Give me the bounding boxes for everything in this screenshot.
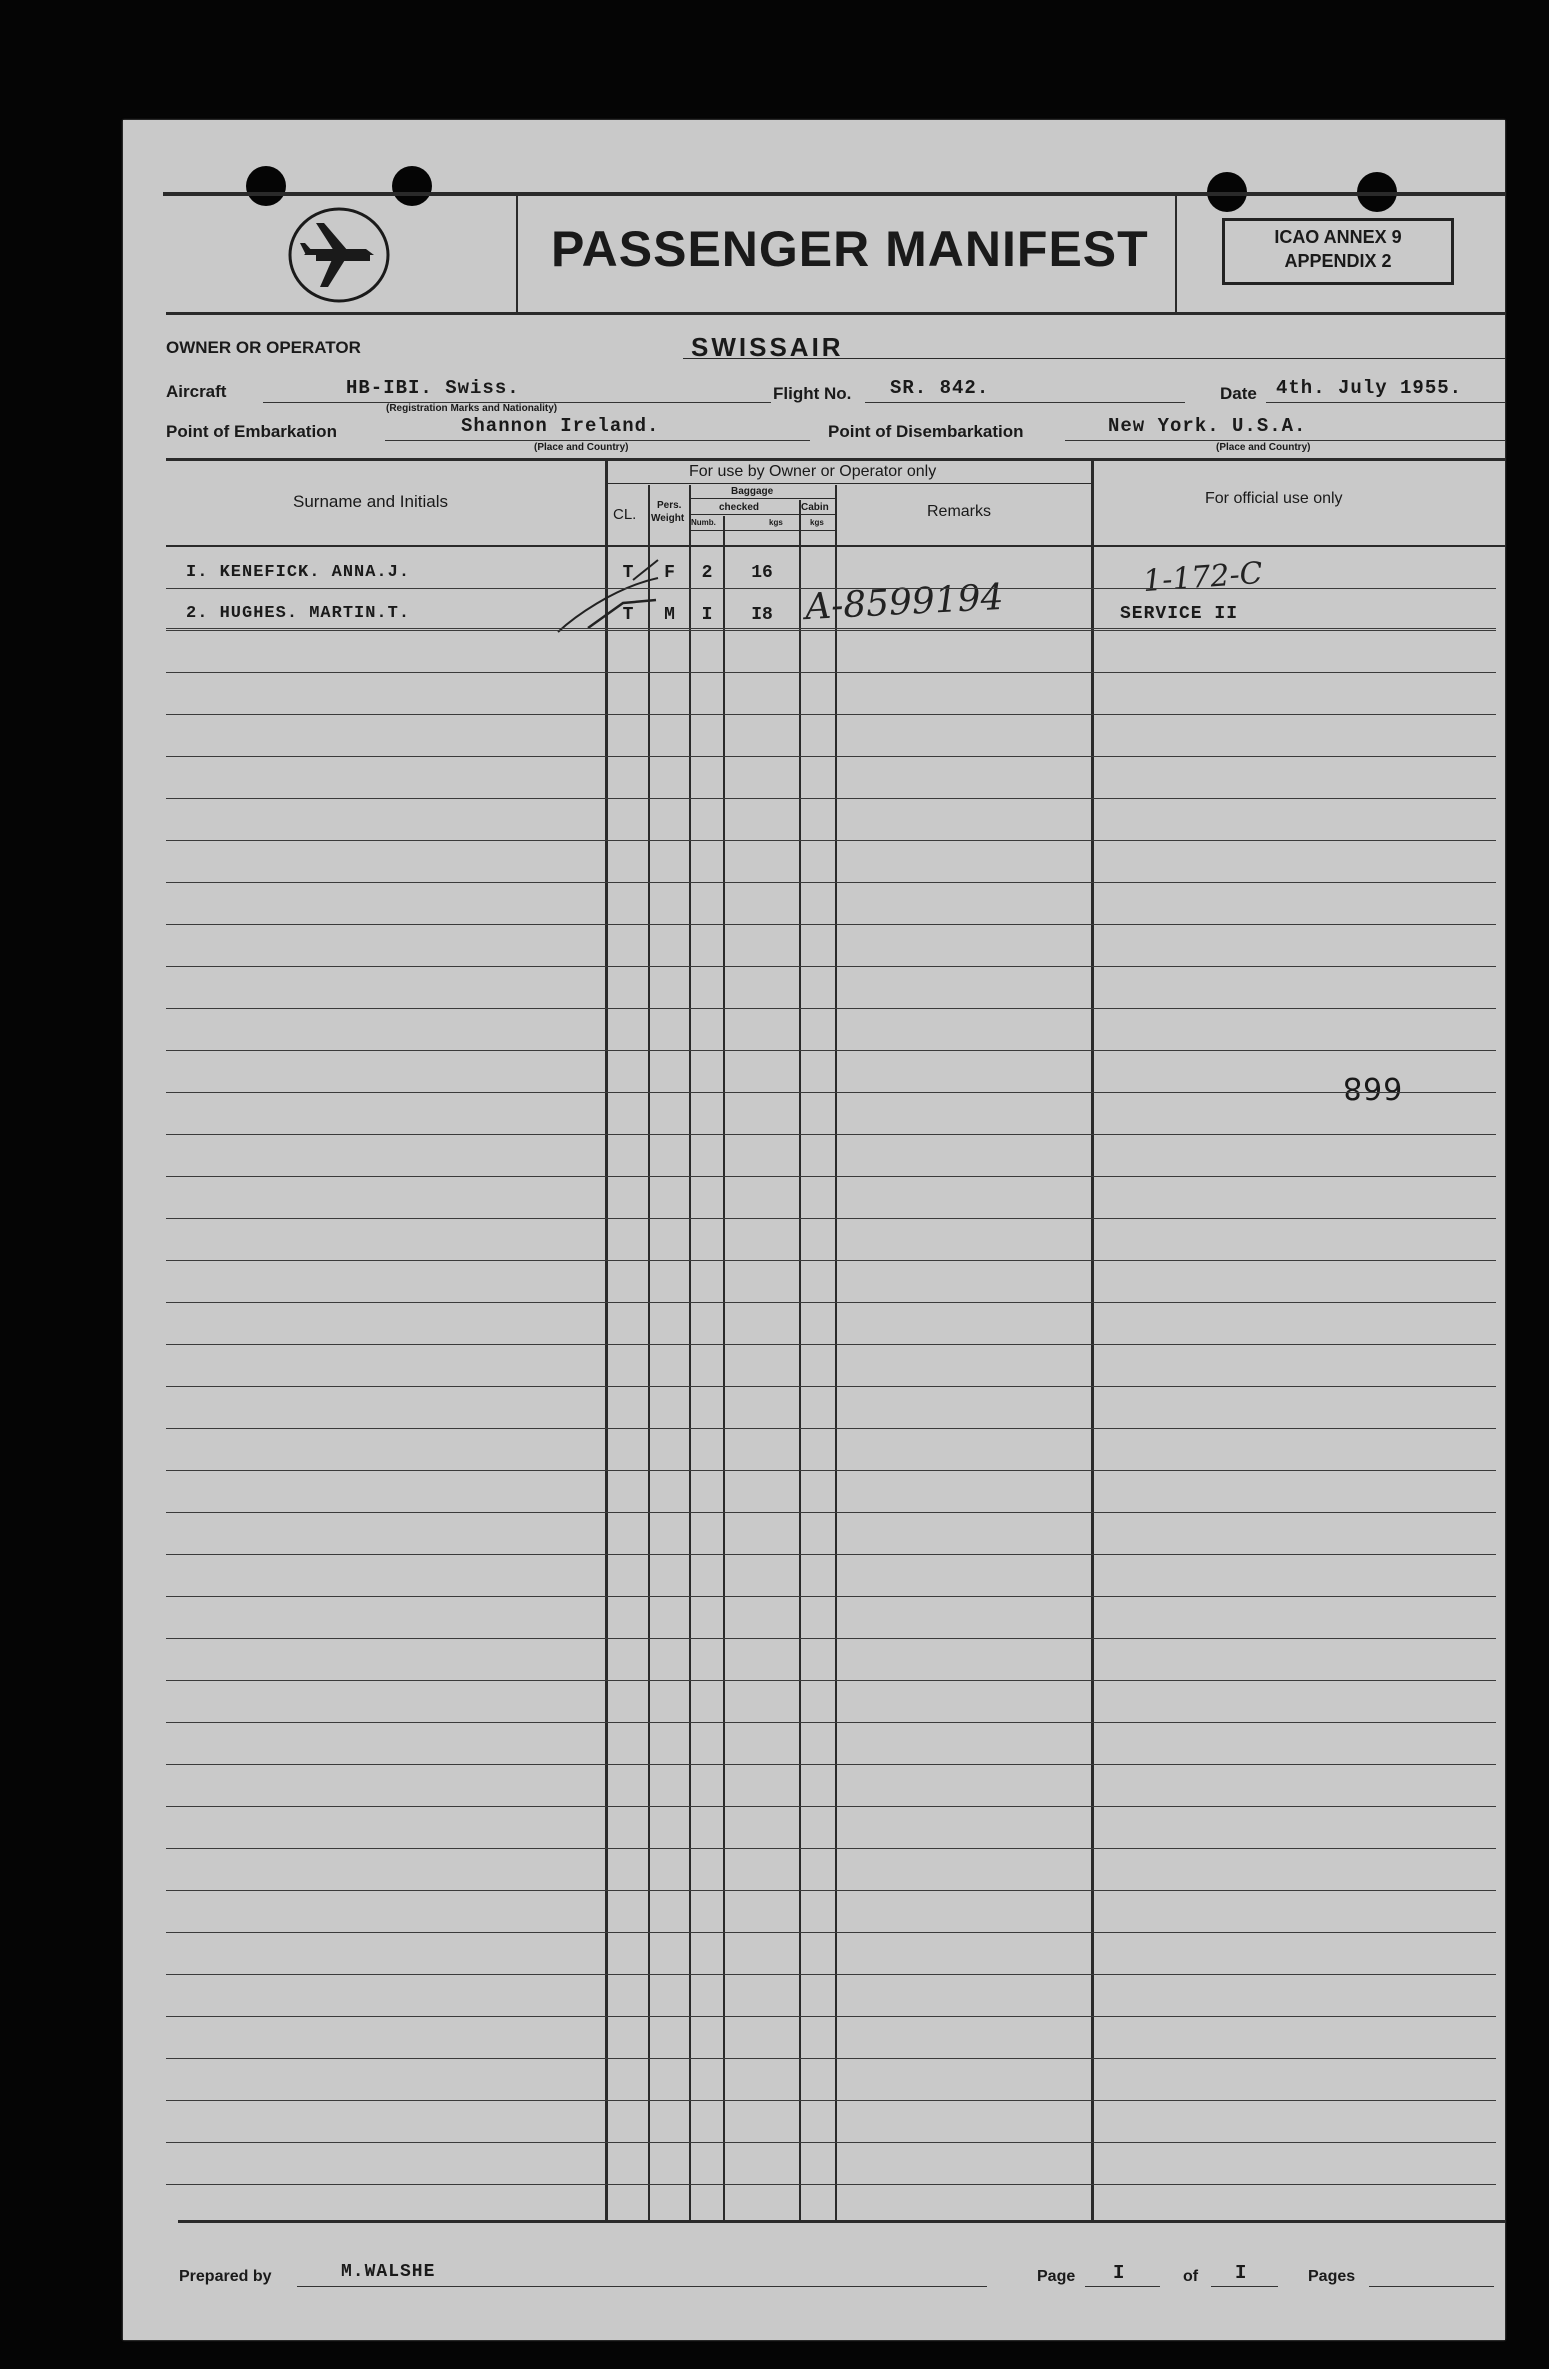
header-divider bbox=[516, 194, 518, 312]
baggage-count: 2 bbox=[701, 563, 713, 583]
table-row-line bbox=[166, 924, 1496, 925]
place-note-2: (Place and Country) bbox=[1216, 442, 1311, 453]
flight-value: SR. 842. bbox=[890, 377, 990, 399]
numb-header: Numb. bbox=[691, 518, 716, 527]
checked-header: checked bbox=[719, 502, 760, 513]
passenger-remarks: A-8599194 bbox=[804, 576, 1005, 629]
icao-appendix-text: APPENDIX 2 bbox=[1284, 251, 1392, 271]
page-title: PASSENGER MANIFEST bbox=[551, 221, 1149, 277]
table-row-line bbox=[166, 1092, 1496, 1093]
table-row-line bbox=[166, 1974, 1496, 1975]
table-row-line bbox=[166, 1596, 1496, 1597]
table-row-line bbox=[166, 966, 1496, 967]
punch-hole bbox=[246, 166, 286, 206]
baggage-kgs: I8 bbox=[751, 605, 773, 625]
passenger-weight: M bbox=[664, 605, 675, 625]
col-divider-weight bbox=[689, 485, 691, 2220]
stamp-number: 668 bbox=[1342, 1070, 1403, 1105]
table-row-line bbox=[166, 2100, 1496, 2101]
table-row-line bbox=[166, 1848, 1496, 1849]
header-row-rule bbox=[166, 545, 1505, 547]
table-row-line bbox=[166, 756, 1496, 757]
passenger-weight: F bbox=[664, 563, 675, 583]
passenger-name: I. KENEFICK. ANNA.J. bbox=[186, 563, 411, 582]
embarkation-label: Point of Embarkation bbox=[166, 422, 337, 441]
table-row-line bbox=[166, 840, 1496, 841]
header-bottom-rule bbox=[166, 312, 1505, 315]
table-row-line bbox=[166, 1932, 1496, 1933]
table-row-line bbox=[166, 1050, 1496, 1051]
passenger-class: T bbox=[622, 605, 634, 625]
table-row-line bbox=[166, 2058, 1496, 2059]
manifest-sheet bbox=[123, 120, 1505, 2340]
table-row-line bbox=[166, 1134, 1496, 1135]
owner-value: SWISSAIR bbox=[691, 332, 844, 362]
table-row-line bbox=[166, 1680, 1496, 1681]
check-mark-icon bbox=[553, 548, 693, 638]
remarks-header: Remarks bbox=[927, 503, 992, 520]
table-row-line bbox=[166, 1722, 1496, 1723]
official-handwritten-note: 1-172-C bbox=[1141, 555, 1264, 600]
table-row-line bbox=[166, 798, 1496, 799]
table-row-line bbox=[166, 2016, 1496, 2017]
table-row-line bbox=[166, 630, 1496, 631]
total-pages: I bbox=[1235, 2262, 1248, 2284]
flight-label: Flight No. bbox=[773, 384, 852, 403]
registration-note: (Registration Marks and Nationality) bbox=[386, 403, 558, 414]
table-row-line bbox=[166, 2184, 1496, 2185]
icao-annex-text: ICAO ANNEX 9 bbox=[1274, 227, 1402, 247]
checked-rule bbox=[689, 514, 835, 515]
passenger-class: T bbox=[622, 563, 634, 583]
cl-header: CL. bbox=[613, 506, 637, 523]
prepared-by-label: Prepared by bbox=[179, 2268, 272, 2285]
table-row-line bbox=[166, 1428, 1496, 1429]
owner-use-header: For use by Owner or Operator only bbox=[689, 463, 937, 480]
disembarkation-label: Point of Disembarkation bbox=[828, 422, 1024, 441]
kgs-header: kgs bbox=[769, 518, 783, 527]
table-row-line bbox=[166, 1638, 1496, 1639]
col-divider-numb bbox=[723, 516, 725, 2220]
pages-label: Pages bbox=[1308, 2268, 1356, 2285]
table-row-line bbox=[166, 1218, 1496, 1219]
table-row-line bbox=[166, 1260, 1496, 1261]
table-row-line bbox=[166, 1386, 1496, 1387]
baggage-count: I bbox=[701, 605, 713, 625]
place-note: (Place and Country) bbox=[534, 442, 629, 453]
pages-trailing-field bbox=[1369, 2266, 1494, 2287]
col-divider-cabin bbox=[835, 485, 837, 2220]
baggage-header: Baggage bbox=[731, 486, 774, 497]
punch-hole bbox=[392, 166, 432, 206]
table-row-line bbox=[166, 1512, 1496, 1513]
table-row-line bbox=[166, 1554, 1496, 1555]
passenger-name: 2. HUGHES. MARTIN.T. bbox=[186, 604, 411, 623]
table-row-line bbox=[166, 1470, 1496, 1471]
col-divider-name bbox=[605, 460, 608, 2220]
cabin-header: Cabin bbox=[801, 502, 829, 513]
airplane-logo-icon bbox=[286, 205, 392, 305]
table-row-line bbox=[166, 1344, 1496, 1345]
table-row-line bbox=[166, 2142, 1496, 2143]
col-divider-kgs bbox=[799, 500, 801, 2220]
date-value: 4th. July 1955. bbox=[1276, 377, 1463, 399]
surname-header: Surname and Initials bbox=[293, 492, 448, 511]
col-divider-cl bbox=[648, 485, 650, 2220]
pers-header: Pers. bbox=[657, 500, 682, 511]
table-row-line bbox=[166, 1008, 1496, 1009]
table-row-line bbox=[166, 628, 1496, 629]
table-row-line bbox=[166, 672, 1496, 673]
official-use-value: SERVICE II bbox=[1120, 604, 1239, 624]
of-label: of bbox=[1183, 2268, 1199, 2285]
baggage-rule bbox=[689, 498, 835, 499]
owner-rule bbox=[683, 358, 1505, 359]
col-divider-remarks bbox=[1091, 460, 1094, 2220]
owner-label: OWNER OR OPERATOR bbox=[166, 338, 361, 357]
embarkation-value: Shannon Ireland. bbox=[461, 415, 660, 437]
weight-header: Weight bbox=[651, 513, 685, 524]
table-bottom-rule bbox=[178, 2220, 1505, 2223]
table-row-line bbox=[166, 1890, 1496, 1891]
cabin-kgs-header: kgs bbox=[810, 518, 824, 527]
date-label: Date bbox=[1220, 384, 1257, 403]
header-top-rule bbox=[163, 192, 1505, 196]
table-top-rule bbox=[166, 458, 1505, 461]
icao-reference-box bbox=[1222, 218, 1454, 285]
owner-use-rule bbox=[605, 483, 1091, 484]
aircraft-value: HB-IBI. Swiss. bbox=[346, 377, 520, 399]
table-row-line bbox=[166, 714, 1496, 715]
page-number: I bbox=[1113, 2262, 1126, 2284]
table-row-line bbox=[166, 1806, 1496, 1807]
aircraft-label: Aircraft bbox=[166, 382, 227, 401]
baggage-kgs: 16 bbox=[751, 563, 773, 583]
page-label: Page bbox=[1037, 2268, 1076, 2285]
table-row-line bbox=[166, 882, 1496, 883]
prepared-by-value: M.WALSHE bbox=[341, 2262, 436, 2282]
official-use-header: For official use only bbox=[1205, 490, 1343, 507]
table-row-line bbox=[166, 1764, 1496, 1765]
disembarkation-value: New York. U.S.A. bbox=[1108, 415, 1307, 437]
table-row-line bbox=[166, 1176, 1496, 1177]
table-row-line bbox=[166, 588, 1496, 589]
subheader-rule bbox=[689, 530, 835, 531]
header-divider bbox=[1175, 194, 1177, 312]
table-row-line bbox=[166, 1302, 1496, 1303]
